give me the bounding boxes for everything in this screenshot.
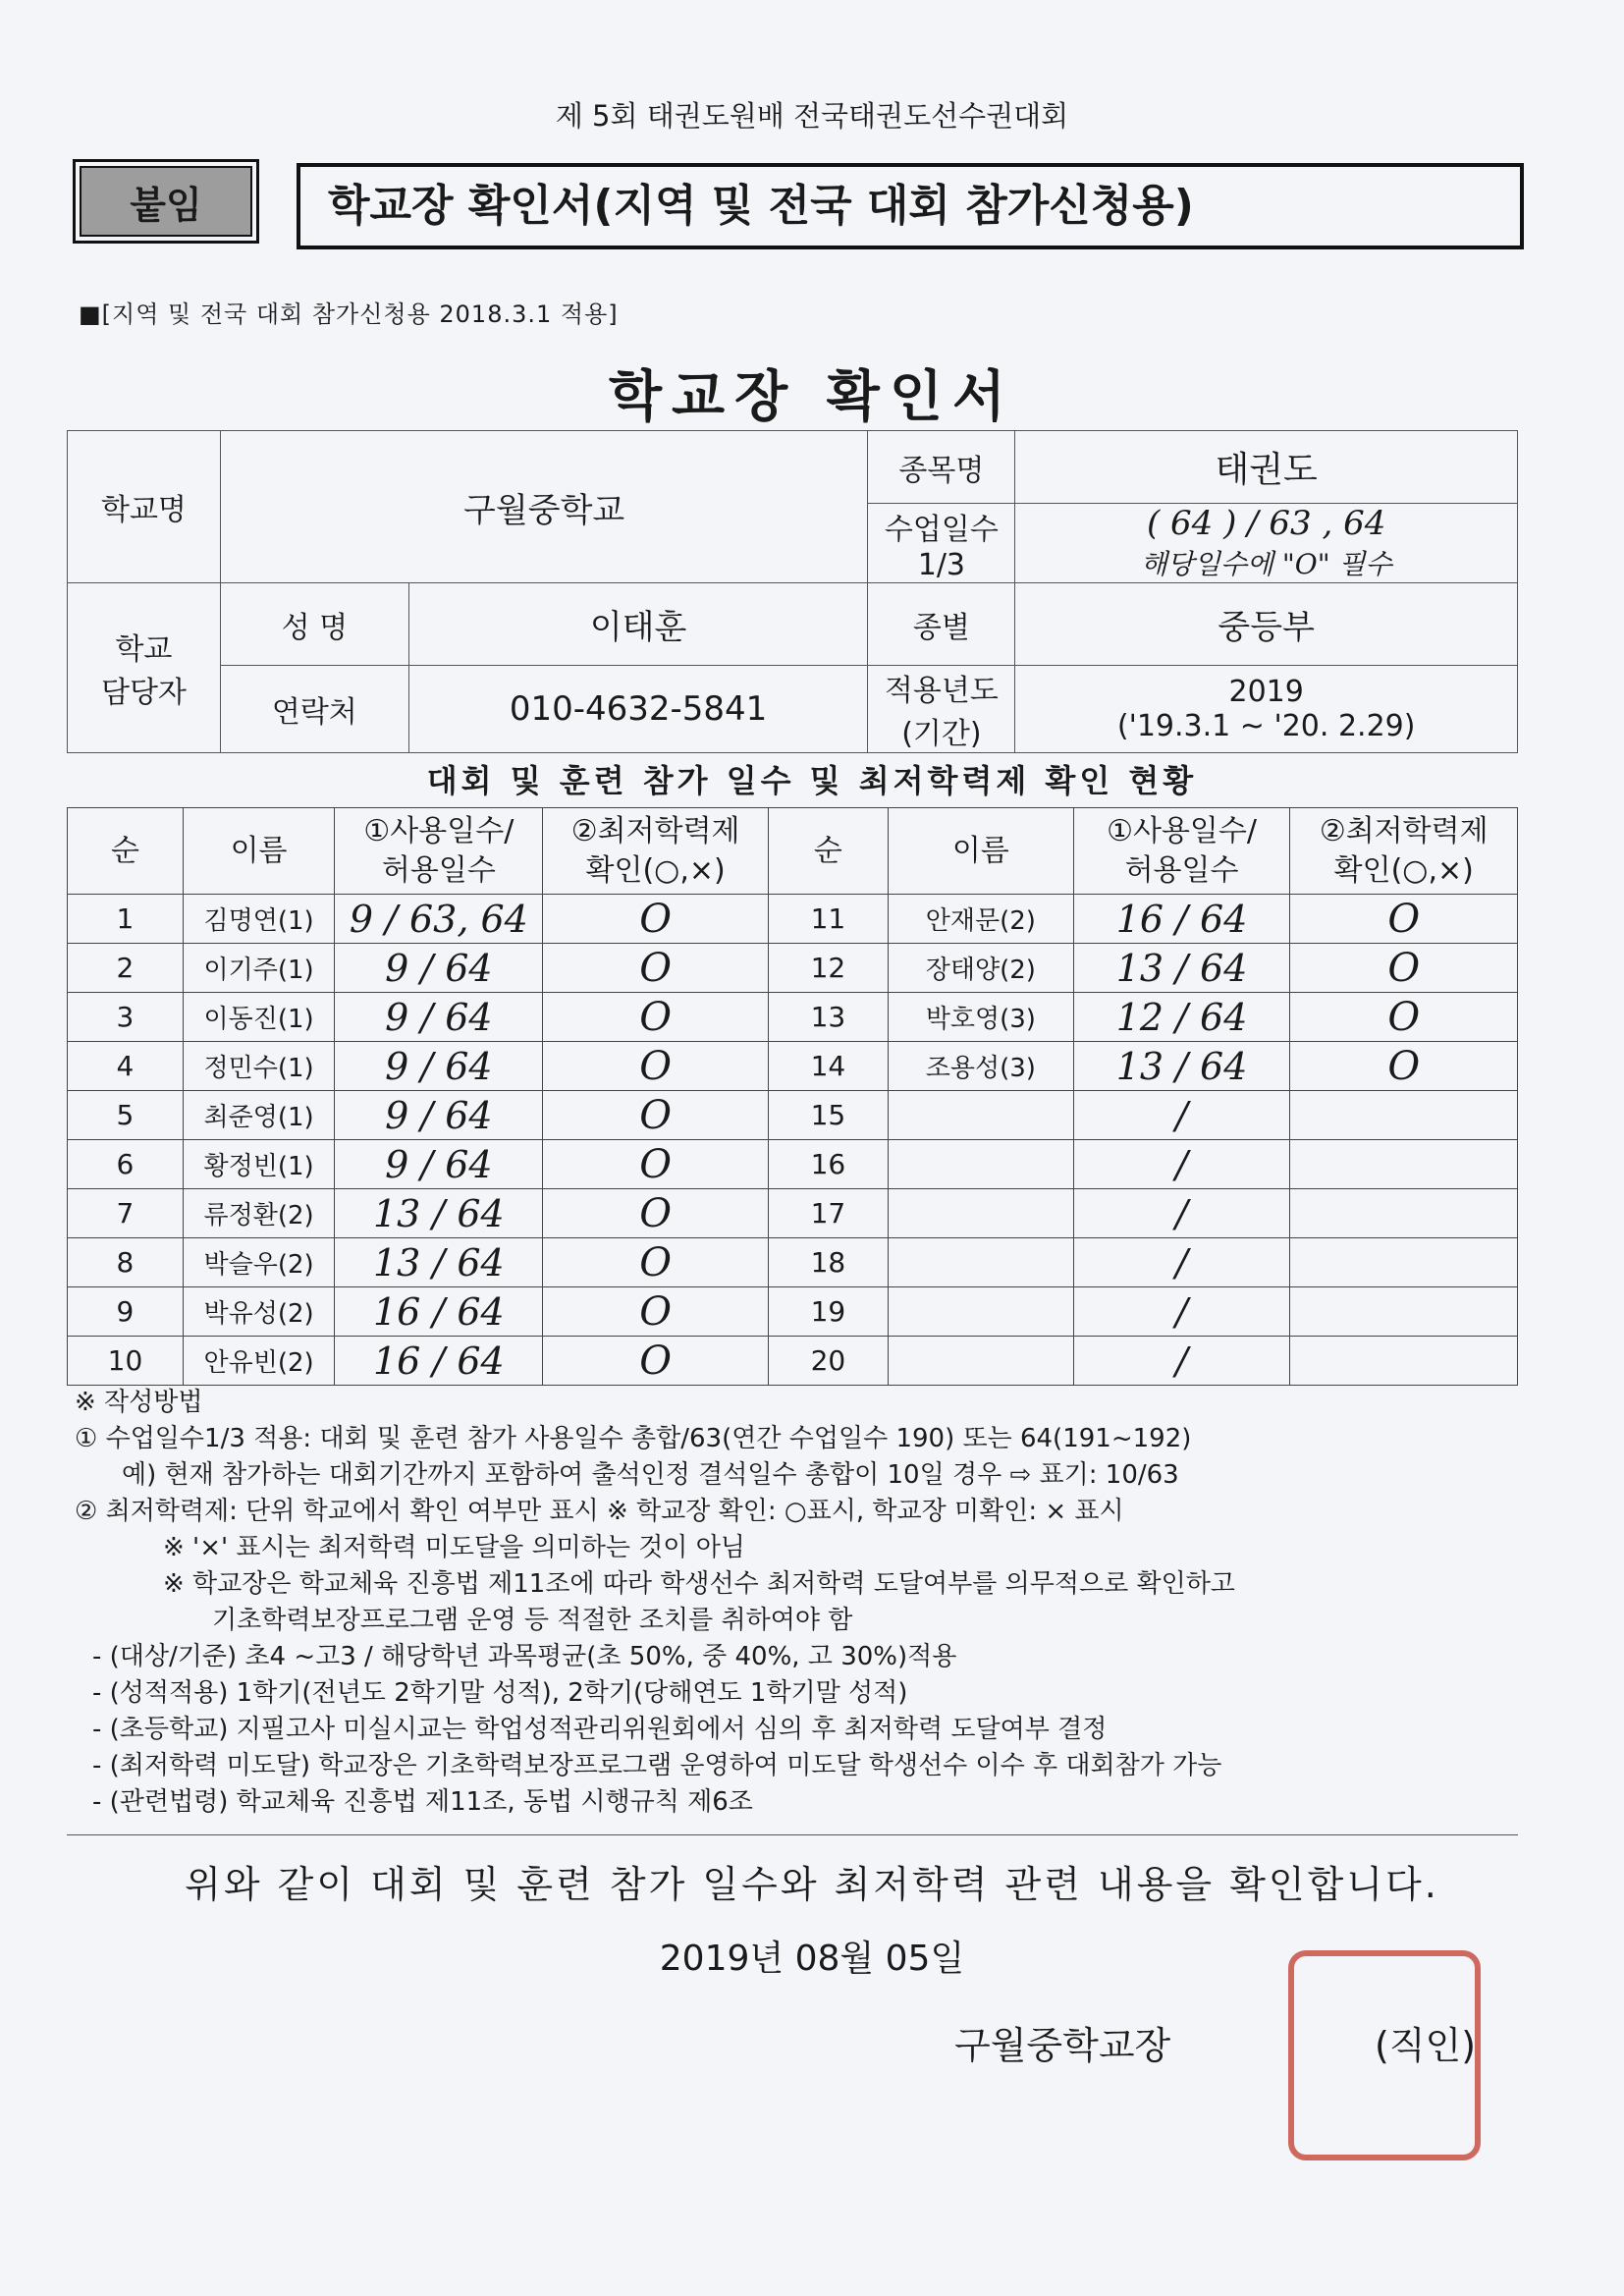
year-label-line2: (기간) (901, 717, 982, 751)
min-grade-check (1290, 1091, 1518, 1140)
roster-row (68, 1140, 1518, 1189)
year-value-line2: ('19.3.1 ~ '20. 2.29) (1116, 709, 1416, 743)
student-name: 안유빈(2) (183, 1337, 334, 1386)
guide-example: 예) 현재 참가하는 대회기간까지 포함하여 출석인정 결석일수 총합이 10일 경우 ⇨ 표기: 10/63 (122, 1460, 1179, 1490)
row-no: 7 (68, 1189, 184, 1238)
contact-label: 연락처 (220, 666, 408, 753)
min-grade-check (1290, 1337, 1518, 1386)
guide-item-1: ① 수업일수1/3 적용: 대회 및 훈련 참가 사용일수 총합/63(연간 수업일수 190) 또는 64(191~192) (75, 1424, 1192, 1453)
manager-name-value: 이태훈 (408, 583, 868, 666)
manager-label (68, 583, 221, 753)
school-days-label-line2: 1/3 (917, 547, 966, 582)
min-grade-check (1290, 1287, 1518, 1337)
event-label: 종목명 (868, 431, 1015, 504)
min-grade-check: O (1290, 993, 1518, 1042)
guide-title: ※ 작성방법 (75, 1388, 203, 1417)
row-no: 3 (68, 993, 184, 1042)
guide-item-2: ② 최저학력제: 단위 학교에서 확인 여부만 표시 ※ 학교장 확인: ○표시, 학교장 미확인: × 표시 (75, 1497, 1124, 1526)
school-days-label-line1: 수업일수 (884, 512, 999, 547)
status-title: 대회 및 훈련 참가 일수 및 최저학력제 확인 현황 (426, 762, 1198, 799)
roster-row (68, 1238, 1518, 1287)
guide-note-continued: 기초학력보장프로그램 운영 등 적절한 조치를 취하여야 함 (212, 1606, 853, 1635)
row-no: 2 (68, 944, 184, 993)
min-grade-check (1290, 1189, 1518, 1238)
student-name (889, 1140, 1074, 1189)
header-used-right-line2: 허용일수 (1124, 852, 1239, 888)
divider (67, 1834, 1518, 1835)
student-name: 박슬우(2) (183, 1238, 334, 1287)
student-name: 류정환(2) (183, 1189, 334, 1238)
row-no: 16 (768, 1140, 888, 1189)
row-no: 8 (68, 1238, 184, 1287)
row-no: 20 (768, 1337, 888, 1386)
student-name: 김명연(1) (183, 895, 334, 944)
header-used-line2: 허용일수 (381, 852, 496, 888)
used-days: / (1073, 1287, 1290, 1337)
manager-name-label: 성 명 (220, 583, 408, 666)
manager-label-line2: 담당자 (100, 676, 187, 710)
min-grade-check: O (543, 993, 768, 1042)
header-used-line1: ①사용일수/ (363, 813, 514, 848)
used-days: / (1073, 1337, 1290, 1386)
used-days: / (1073, 1140, 1290, 1189)
min-grade-check: O (543, 1189, 768, 1238)
min-grade-check: O (543, 1042, 768, 1091)
row-no: 6 (68, 1140, 184, 1189)
min-grade-check: O (543, 1337, 768, 1386)
used-days: 16 / 64 (335, 1337, 543, 1386)
header-no-right: 순 (768, 808, 888, 895)
row-no: 17 (768, 1189, 888, 1238)
roster-row (68, 993, 1518, 1042)
roster-table (67, 807, 1518, 1386)
student-name (889, 1287, 1074, 1337)
school-days-label (868, 504, 1015, 583)
header-check-right-line2: 확인(○,×) (1333, 852, 1474, 888)
used-days: 9 / 63, 64 (335, 895, 543, 944)
header-check (543, 808, 768, 895)
form-note: ■[지역 및 전국 대회 참가신청용 2018.3.1 적용] (79, 301, 619, 328)
annex-label: 붙임 (80, 166, 252, 237)
student-name: 조용성(3) (889, 1042, 1074, 1091)
guide-not-reached: - (최저학력 미도달) 학교장은 기초학력보장프로그램 운영하여 미도달 학생선수 이수 후 대회참가 가능 (92, 1751, 1222, 1780)
roster-row (68, 944, 1518, 993)
min-grade-check: O (1290, 944, 1518, 993)
student-name: 박호영(3) (889, 993, 1074, 1042)
year-label (868, 666, 1015, 753)
min-grade-check (1290, 1140, 1518, 1189)
roster-row (68, 1337, 1518, 1386)
row-no: 4 (68, 1042, 184, 1091)
roster-row (68, 1042, 1518, 1091)
min-grade-check: O (543, 1238, 768, 1287)
guide-law: - (관련법령) 학교체육 진흥법 제11조, 동법 시행규칙 제6조 (92, 1787, 753, 1817)
row-no: 14 (768, 1042, 888, 1091)
contact-value: 010-4632-5841 (408, 666, 868, 753)
header-name-right: 이름 (889, 808, 1074, 895)
header-used-right-line1: ①사용일수/ (1107, 813, 1257, 848)
annex-box (73, 159, 259, 244)
student-name (889, 1091, 1074, 1140)
used-days: / (1073, 1091, 1290, 1140)
row-no: 12 (768, 944, 888, 993)
row-no: 11 (768, 895, 888, 944)
used-days: 13 / 64 (1073, 944, 1290, 993)
category-value: 중등부 (1015, 583, 1518, 666)
guide-note-x: ※ '×' 표시는 최저학력 미도달을 의미하는 것이 아님 (163, 1533, 745, 1562)
document-title: 제 5회 태권도원배 전국태권도선수권대회 (555, 99, 1069, 133)
row-no: 13 (768, 993, 888, 1042)
used-days: 9 / 64 (335, 1091, 543, 1140)
roster-row (68, 895, 1518, 944)
student-name: 이동진(1) (183, 993, 334, 1042)
used-days: 9 / 64 (335, 1140, 543, 1189)
header-used (335, 808, 543, 895)
row-no: 9 (68, 1287, 184, 1337)
row-no: 19 (768, 1287, 888, 1337)
student-name: 박유성(2) (183, 1287, 334, 1337)
student-name: 황정빈(1) (183, 1140, 334, 1189)
guide-grade-application: - (성적적용) 1학기(전년도 2학기말 성적), 2학기(당해연도 1학기말 성적) (92, 1678, 908, 1708)
school-days-options: ( 64 ) / 63 , 64 (1146, 504, 1386, 543)
min-grade-check: O (543, 1287, 768, 1337)
used-days: 9 / 64 (335, 1042, 543, 1091)
manager-label-line1: 학교 (115, 632, 173, 667)
year-value (1015, 666, 1518, 753)
confirmation-text: 위와 같이 대회 및 훈련 참가 일수와 최저학력 관련 내용을 확인합니다. (185, 1863, 1439, 1906)
row-no: 18 (768, 1238, 888, 1287)
row-no: 1 (68, 895, 184, 944)
used-days: 16 / 64 (1073, 895, 1290, 944)
used-days: 16 / 64 (335, 1287, 543, 1337)
header-name: 이름 (183, 808, 334, 895)
info-table (67, 430, 1518, 753)
student-name: 장태양(2) (889, 944, 1074, 993)
school-days-note: 해당일수에 "O" 필수 (1140, 548, 1392, 580)
header-check-right (1290, 808, 1518, 895)
certificate-header: 학교장 확인서(지역 및 전국 대회 참가신청용) (297, 163, 1524, 249)
year-value-line1: 2019 (1228, 675, 1304, 709)
min-grade-check: O (1290, 895, 1518, 944)
guide-criteria: - (대상/기준) 초4 ~고3 / 해당학년 과목평균(초 50%, 중 40%, 고 30%)적용 (92, 1642, 957, 1671)
header-no: 순 (68, 808, 184, 895)
header-check-right-line1: ②최저학력제 (1319, 813, 1489, 848)
min-grade-check (1290, 1238, 1518, 1287)
student-name: 정민수(1) (183, 1042, 334, 1091)
used-days: / (1073, 1189, 1290, 1238)
principal-name: 구월중학교장 (954, 2024, 1171, 2067)
header-check-line2: 확인(○,×) (585, 852, 726, 888)
used-days: 9 / 64 (335, 944, 543, 993)
used-days: 12 / 64 (1073, 993, 1290, 1042)
seal-label: (직인) (1375, 2024, 1477, 2067)
event-value: 태권도 (1015, 431, 1518, 504)
student-name (889, 1189, 1074, 1238)
category-label: 종별 (868, 583, 1015, 666)
school-days-value (1015, 504, 1518, 583)
used-days: 13 / 64 (335, 1238, 543, 1287)
row-no: 10 (68, 1337, 184, 1386)
min-grade-check: O (543, 895, 768, 944)
used-days: 13 / 64 (1073, 1042, 1290, 1091)
guide-note-principal: ※ 학교장은 학교체육 진흥법 제11조에 따라 학생선수 최저학력 도달여부를 의무적으로 확인하고 (163, 1569, 1235, 1599)
roster-row (68, 1287, 1518, 1337)
issue-date: 2019년 08월 05일 (659, 1939, 965, 1979)
used-days: 13 / 64 (335, 1189, 543, 1238)
year-label-line1: 적용년도 (884, 674, 999, 708)
writing-guide (75, 1385, 1528, 1821)
student-name (889, 1238, 1074, 1287)
student-name: 안재문(2) (889, 895, 1074, 944)
min-grade-check: O (1290, 1042, 1518, 1091)
header-check-line1: ②최저학력제 (570, 813, 740, 848)
row-no: 5 (68, 1091, 184, 1140)
school-name-value: 구월중학교 (220, 431, 868, 583)
school-name-label: 학교명 (68, 431, 221, 583)
main-title: 학교장 확인서 (608, 365, 1016, 429)
header-used-right (1073, 808, 1290, 895)
student-name (889, 1337, 1074, 1386)
used-days: / (1073, 1238, 1290, 1287)
roster-body (68, 895, 1518, 1386)
min-grade-check: O (543, 944, 768, 993)
row-no: 15 (768, 1091, 888, 1140)
min-grade-check: O (543, 1091, 768, 1140)
used-days: 9 / 64 (335, 993, 543, 1042)
guide-elementary: - (초등학교) 지필고사 미실시교는 학업성적관리위원회에서 심의 후 최저학력 도달여부 결정 (92, 1715, 1108, 1744)
roster-header-row (68, 808, 1518, 895)
roster-row (68, 1189, 1518, 1238)
student-name: 최준영(1) (183, 1091, 334, 1140)
student-name: 이기주(1) (183, 944, 334, 993)
roster-row (68, 1091, 1518, 1140)
min-grade-check: O (543, 1140, 768, 1189)
